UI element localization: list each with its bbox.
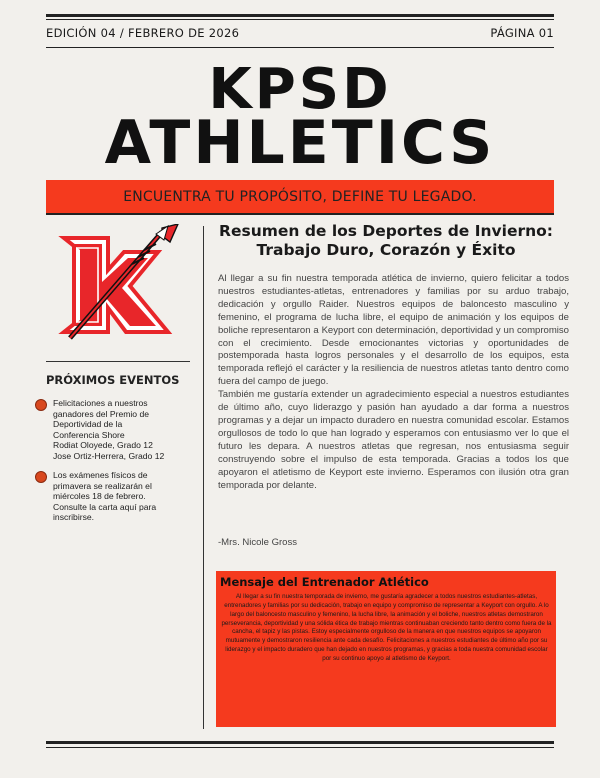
- article-title-line-2: Trabajo Duro, Corazón y Éxito: [256, 241, 516, 259]
- event-line: primavera se realizarán el: [53, 480, 152, 491]
- event-line: Los exámenes físicos de: [53, 470, 148, 480]
- title-line-1: KPSD: [208, 57, 392, 122]
- article-signature: -Mrs. Nicole Gross: [218, 537, 298, 548]
- bottom-rule-thin: [46, 747, 554, 748]
- article-paragraph: También me gustaría extender un agradecimiento especial a nuestros estudiantes de último año, cuyo liderazgo y pasión han ayudado a dar forma a nuestros programas y a dejar un impacto duradero en nuestra comunidad escolar. Estamos orgullosos de todo lo que han logrado y esperamos con entusiasmo ver lo que el futuro les depara. A nuestros atletas que regresan, nos entusiasma seguir construyendo sobre el impulso de esta temporada. Gracias a todos los que apoyaron el atletismo de Keyport este invierno. Esperamos con ilusión otra gran temporada por delante.: [218, 389, 569, 491]
- events-rule: [46, 361, 190, 362]
- article-title-line-1: Resumen de los Deportes de Invierno:: [219, 222, 553, 240]
- tagline-banner: [46, 180, 554, 215]
- masthead-rule: [46, 47, 554, 48]
- event-line: ganadores del Premio de: [53, 408, 150, 419]
- event-line: Rodiat Oloyede, Grado 12: [53, 440, 153, 450]
- column-divider: [203, 226, 204, 729]
- edition-label: EDICIÓN 04 / FEBRERO DE 2026: [46, 26, 240, 40]
- event-line: Felicitaciones a nuestros: [53, 398, 148, 408]
- page-number: PÁGINA 01: [490, 26, 554, 40]
- bullet-icon: [35, 471, 47, 483]
- top-rule-thick: [46, 14, 554, 17]
- article-body: [218, 273, 569, 492]
- events-heading: PRÓXIMOS EVENTOS: [46, 373, 180, 387]
- event-line: Deportividad de la: [53, 419, 123, 429]
- article-title: [212, 222, 560, 260]
- event-text: [53, 470, 156, 523]
- kpsd-k-spear-logo-icon: [58, 224, 182, 346]
- article-paragraph: Al llegar a su fin nuestra temporada atlética de invierno, quiero felicitar a todos nuestros estudiantes-atletas, entrenadores y familias por su arduo trabajo, dedicación y orgullo Raider. Nuestros equipos de baloncesto masculino y femenino, el programa de lucha libre, el equipo de animación y los equipos de boliche representaron a Keyport con determinación, deportividad y un compromiso con el crecimiento. Desde emocionantes victorias y oportunidades de postemporada hasta logros personales y el desarrollo de los equipos, esta temporada reflejó el carácter y la resiliencia de nuestros atletas tanto dentro como fuera del campo de juego.: [218, 273, 569, 388]
- bullet-icon: [35, 399, 47, 411]
- tagline-text: ENCUENTRA TU PROPÓSITO, DEFINE TU LEGADO.: [123, 188, 477, 205]
- event-line: miércoles 18 de febrero.: [53, 491, 146, 501]
- bottom-rule-thick: [46, 741, 554, 744]
- event-line: Conferencia Shore: [53, 429, 125, 440]
- coach-message-title: Mensaje del Entrenador Atlético: [220, 575, 429, 589]
- event-text: [53, 398, 164, 461]
- event-item: [35, 398, 195, 461]
- event-line: inscribirse.: [53, 512, 95, 522]
- coach-message-body: Al llegar a su fin nuestra temporada de invierno, me gustaría agradecer a todos nuestros estudiantes-atletas, entrenadores y familias por su dedicación, trabajo en equipo y compromiso de representar a Keyport con orgullo. A lo largo del baloncesto masculino y femenino, la lucha libre, la animación y el boliche, nuestros atletas demostraron perseverancia, deportividad y una sólida ética de trabajo mientras continuaban creciendo tanto dentro como fuera de la cancha, el tapiz y las pistas. Estoy especialmente orgulloso de la manera en que nuestros equipos se apoyaron mutuamente y demostraron resiliencia ante cada desafío. Felicitaciones a nuestros estudiantes de último año por su liderazgo y el impacto duradero que han dejado en nuestros programas, y gracias a toda nuestra comunidad escolar por su continuo apoyo al atletismo de Keyport.: [221, 593, 552, 662]
- top-rule-thin: [46, 19, 554, 20]
- event-item: [35, 470, 195, 523]
- title-line-2: ATHLETICS: [104, 108, 496, 178]
- event-line: Jose Ortiz-Herrera, Grado 12: [53, 450, 165, 461]
- event-line: Consulte la carta aquí para: [53, 501, 157, 512]
